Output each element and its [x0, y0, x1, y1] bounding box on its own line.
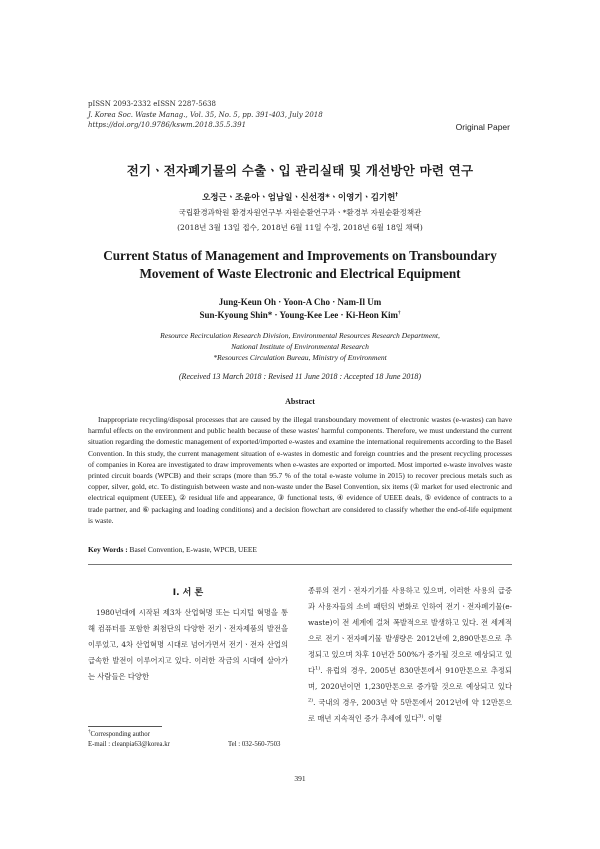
footnote-email[interactable]: E-mail : cleanpia63@korea.kr: [88, 741, 170, 748]
english-authors-line-1: Jung-Keun Oh · Yoon-A Cho · Nam-Il Um: [218, 297, 382, 307]
footnote: [88, 730, 288, 750]
english-title-line-2: Movement of Waste Electronic and Electrical Equipment: [139, 266, 461, 281]
corresponding-author-label: †Corresponding author: [88, 729, 150, 738]
corresponding-mark-en: †: [397, 311, 401, 316]
english-dates: (Received 13 March 2018 : Revised 11 June 2018 : Accepted 18 June 2018): [178, 372, 422, 381]
journal-citation: J. Korea Soc. Waste Manag., Vol. 35, No. 5, pp. 391-403, July 2018: [88, 110, 323, 119]
page-number: 391: [294, 774, 306, 783]
english-affiliation: [0, 330, 600, 363]
intro-paragraph-left: 1980년대에 시작된 제3차 산업혁명 또는 디지털 혁명을 통해 컴퓨터를 포함한 최첨단의 다양한 전기ㆍ전자제품의 발전을 이루었고, 4차 산업혁명 시대로 넘어가면서 전기ㆍ전자 산업의 급속한 발전이 이루어지고 있다. 이러한 작금의 시대에 살아가는 사람들은 다양한: [88, 608, 288, 681]
footnote-tel: Tel : 032-560-7503: [228, 741, 281, 748]
corresponding-mark: †: [395, 192, 398, 199]
abstract-heading: Abstract: [285, 397, 315, 406]
reference-2[interactable]: 2): [308, 697, 314, 704]
footnote-divider: [88, 726, 162, 727]
intro-paragraph-right: 종류의 전기ㆍ전자기기를 사용하고 있으며, 이러한 사용의 급증과 사용자들의 소비 패턴의 변화로 인하여 전기ㆍ전자폐기물(e-waste)이 전 세계에 걸쳐 폭발적으로 발생하고 있다. 전 세계적으로 전기ㆍ전자폐기물 발생량은 2012년에 2,890만톤으로 추정되고 있으며 차후 10년간 500%가 증가될 것으로 예상되고 있다$^{1)}$. 유럽의 경우, 2005년 830만톤에서 910만톤으로 추정되며, 2020년이면 1,230만톤으로 증가할 것으로 예상되고 있다$^{2)}$. 국내의 경우, 2003년 약 5만톤에서 2012년에 약 12만톤으로 매년 지속적인 증가 추세에 있다$^{3)}$. 이렇: [308, 586, 512, 723]
korean-affiliation: 국립환경과학원 환경자원연구부 자원순환연구과ㆍ*환경부 자원순환정책관: [178, 208, 422, 217]
keywords-list: Basel Convention, E-waste, WPCB, UEEE: [127, 545, 257, 554]
section-heading: I. 서 론: [172, 588, 204, 598]
english-title-line-1: Current Status of Management and Improvements on Transboundary: [103, 248, 497, 263]
doi-link[interactable]: https://doi.org/10.9786/kswm.2018.35.5.391: [88, 121, 247, 129]
section-divider: [88, 564, 512, 565]
english-authors: [0, 296, 600, 322]
reference-1[interactable]: 1): [315, 665, 321, 672]
reference-3[interactable]: 3): [418, 713, 424, 720]
english-aff-line-3: *Resources Circulation Bureau, Ministry of Environment: [213, 353, 387, 362]
keywords-label: Key Words :: [88, 545, 128, 554]
journal-header: [88, 99, 323, 131]
intro-left-column: [88, 605, 288, 685]
korean-authors: 오정근ㆍ조윤아ㆍ엄남일ㆍ신선경*ㆍ이영기ㆍ김기헌†: [202, 192, 398, 203]
english-title: [0, 247, 600, 283]
english-aff-line-2: National Institute of Environmental Research: [231, 342, 369, 351]
english-authors-line-2: Sun-Kyoung Shin* · Young-Kee Lee · Ki-Heon Kim†: [199, 310, 401, 320]
korean-title: 전기ㆍ전자폐기물의 수출ㆍ입 관리실태 및 개선방안 마련 연구: [126, 163, 474, 178]
keywords: [88, 545, 257, 554]
english-aff-line-1: Resource Recirculation Research Division, Environmental Resources Research Department,: [160, 331, 440, 340]
intro-right-column: [308, 583, 512, 727]
issn-line: pISSN 2093-2332 eISSN 2287-5638: [88, 100, 217, 108]
article-type-label: Original Paper: [455, 122, 510, 132]
abstract-text: Inappropriate recycling/disposal processes that are caused by the illegal transboundary movement of electronic wastes (e-wastes) can have harmful effects on the environment and public health because of these wastes' harmful components. Therefore, we must understand the current situation regarding the domestic management of exported/imported e-wastes and examine the international requirements according to the Basel Convention. In this study, the current management situation of e-wastes in domestic and foreign countries and the present recycling processes of companies in Korea are investigated to draw improvements when e-wastes are exported or imported. Most imported e-waste involves waste printed circuit boards (WPCB) and their scraps (more than 95.7 % of the total e-waste volume in 2015) to recover precious metals such as copper, silver, gold, etc. To distinguish between waste and non-waste under the Basel Convention, six items (① market for used electronic and electrical equipment (UEEE), ② residual life and appearance, ③ functional tests, ④ evidence of UEEE deals, ⑤ evidence of contracts to a trade partner, and ⑥ packaging and loading conditions) and a decision flowchart are considered to classify whether the end-of-life equipment is waste.: [88, 415, 512, 525]
abstract-body: [88, 414, 512, 526]
korean-dates: (2018년 3월 13일 접수, 2018년 6월 11일 수정, 2018년 6월 18일 채택): [177, 223, 423, 232]
